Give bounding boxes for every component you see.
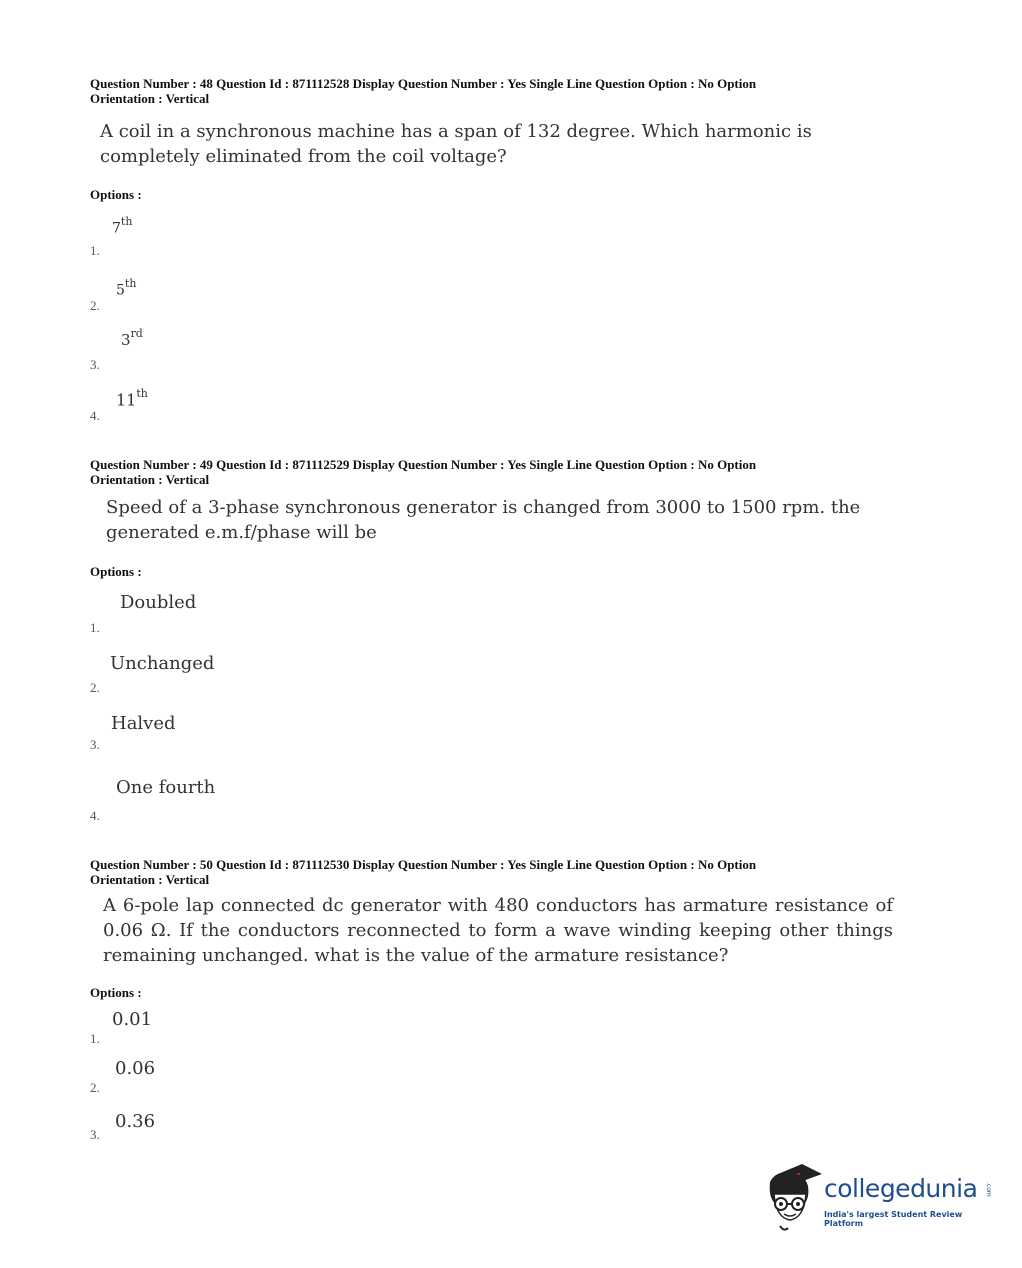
logo-tagline: India's largest Student Review Platform [824,1210,963,1228]
logo-name: collegedunia [824,1174,978,1203]
option-number: 2. [90,680,100,695]
option-text: One fourth [116,777,216,798]
option-number: 1. [90,620,100,635]
question-49-meta [90,457,880,487]
options-label: Options : [90,985,142,1000]
question-50-text: A 6-pole lap connected dc generator with 480 conductors has armature resistance of 0.06 Ω. If the conductors reconnected to form a wave winding keeping other things remaining unchanged. what is the value of the armature resistance? [103,895,893,966]
option-text: 3rd [121,327,143,349]
question-48-meta [90,76,880,106]
meta-line-1: Question Number : 50 Question Id : 871112530 Display Question Number : Yes Single Line Question Option : No Option [90,857,757,872]
question-48-text: A coil in a synchronous machine has a span of 132 degree. Which harmonic is completely eliminated from the coil voltage? [100,121,812,167]
option-text: 0.36 [115,1111,156,1132]
option-text: 7th [112,215,133,237]
option-number: 2. [90,1080,100,1095]
meta-line-1: Question Number : 49 Question Id : 871112529 Display Question Number : Yes Single Line Question Option : No Option [90,457,757,472]
question-50-meta [90,857,880,887]
question-49-text: Speed of a 3-phase synchronous generator is changed from 3000 to 1500 rpm. the generated e.m.f/phase will be [106,497,861,543]
option-number: 3. [90,357,100,372]
option-text: Doubled [120,592,197,613]
option-number: 1. [90,1031,100,1046]
student-mascot-icon [764,1160,824,1236]
logo-suffix: .com [985,1182,992,1197]
meta-line-1: Question Number : 48 Question Id : 871112528 Display Question Number : Yes Single Line Question Option : No Option [90,76,757,91]
option-number: 1. [90,243,100,258]
option-number: 4. [90,808,100,823]
option-text: Unchanged [110,653,215,674]
option-text: 11th [116,387,148,410]
option-number: 3. [90,1127,100,1142]
option-number: 4. [90,408,100,423]
option-text: 0.06 [115,1058,156,1079]
options-label: Options : [90,564,142,579]
option-text: 5th [116,277,137,299]
option-number: 3. [90,737,100,752]
options-label: Options : [90,187,142,202]
collegedunia-logo [764,1160,994,1236]
option-text: 0.01 [112,1009,153,1030]
meta-line-2: Orientation : Vertical [90,472,210,487]
option-text: Halved [111,713,176,734]
meta-line-2: Orientation : Vertical [90,872,210,887]
meta-line-2: Orientation : Vertical [90,91,210,106]
option-number: 2. [90,298,100,313]
